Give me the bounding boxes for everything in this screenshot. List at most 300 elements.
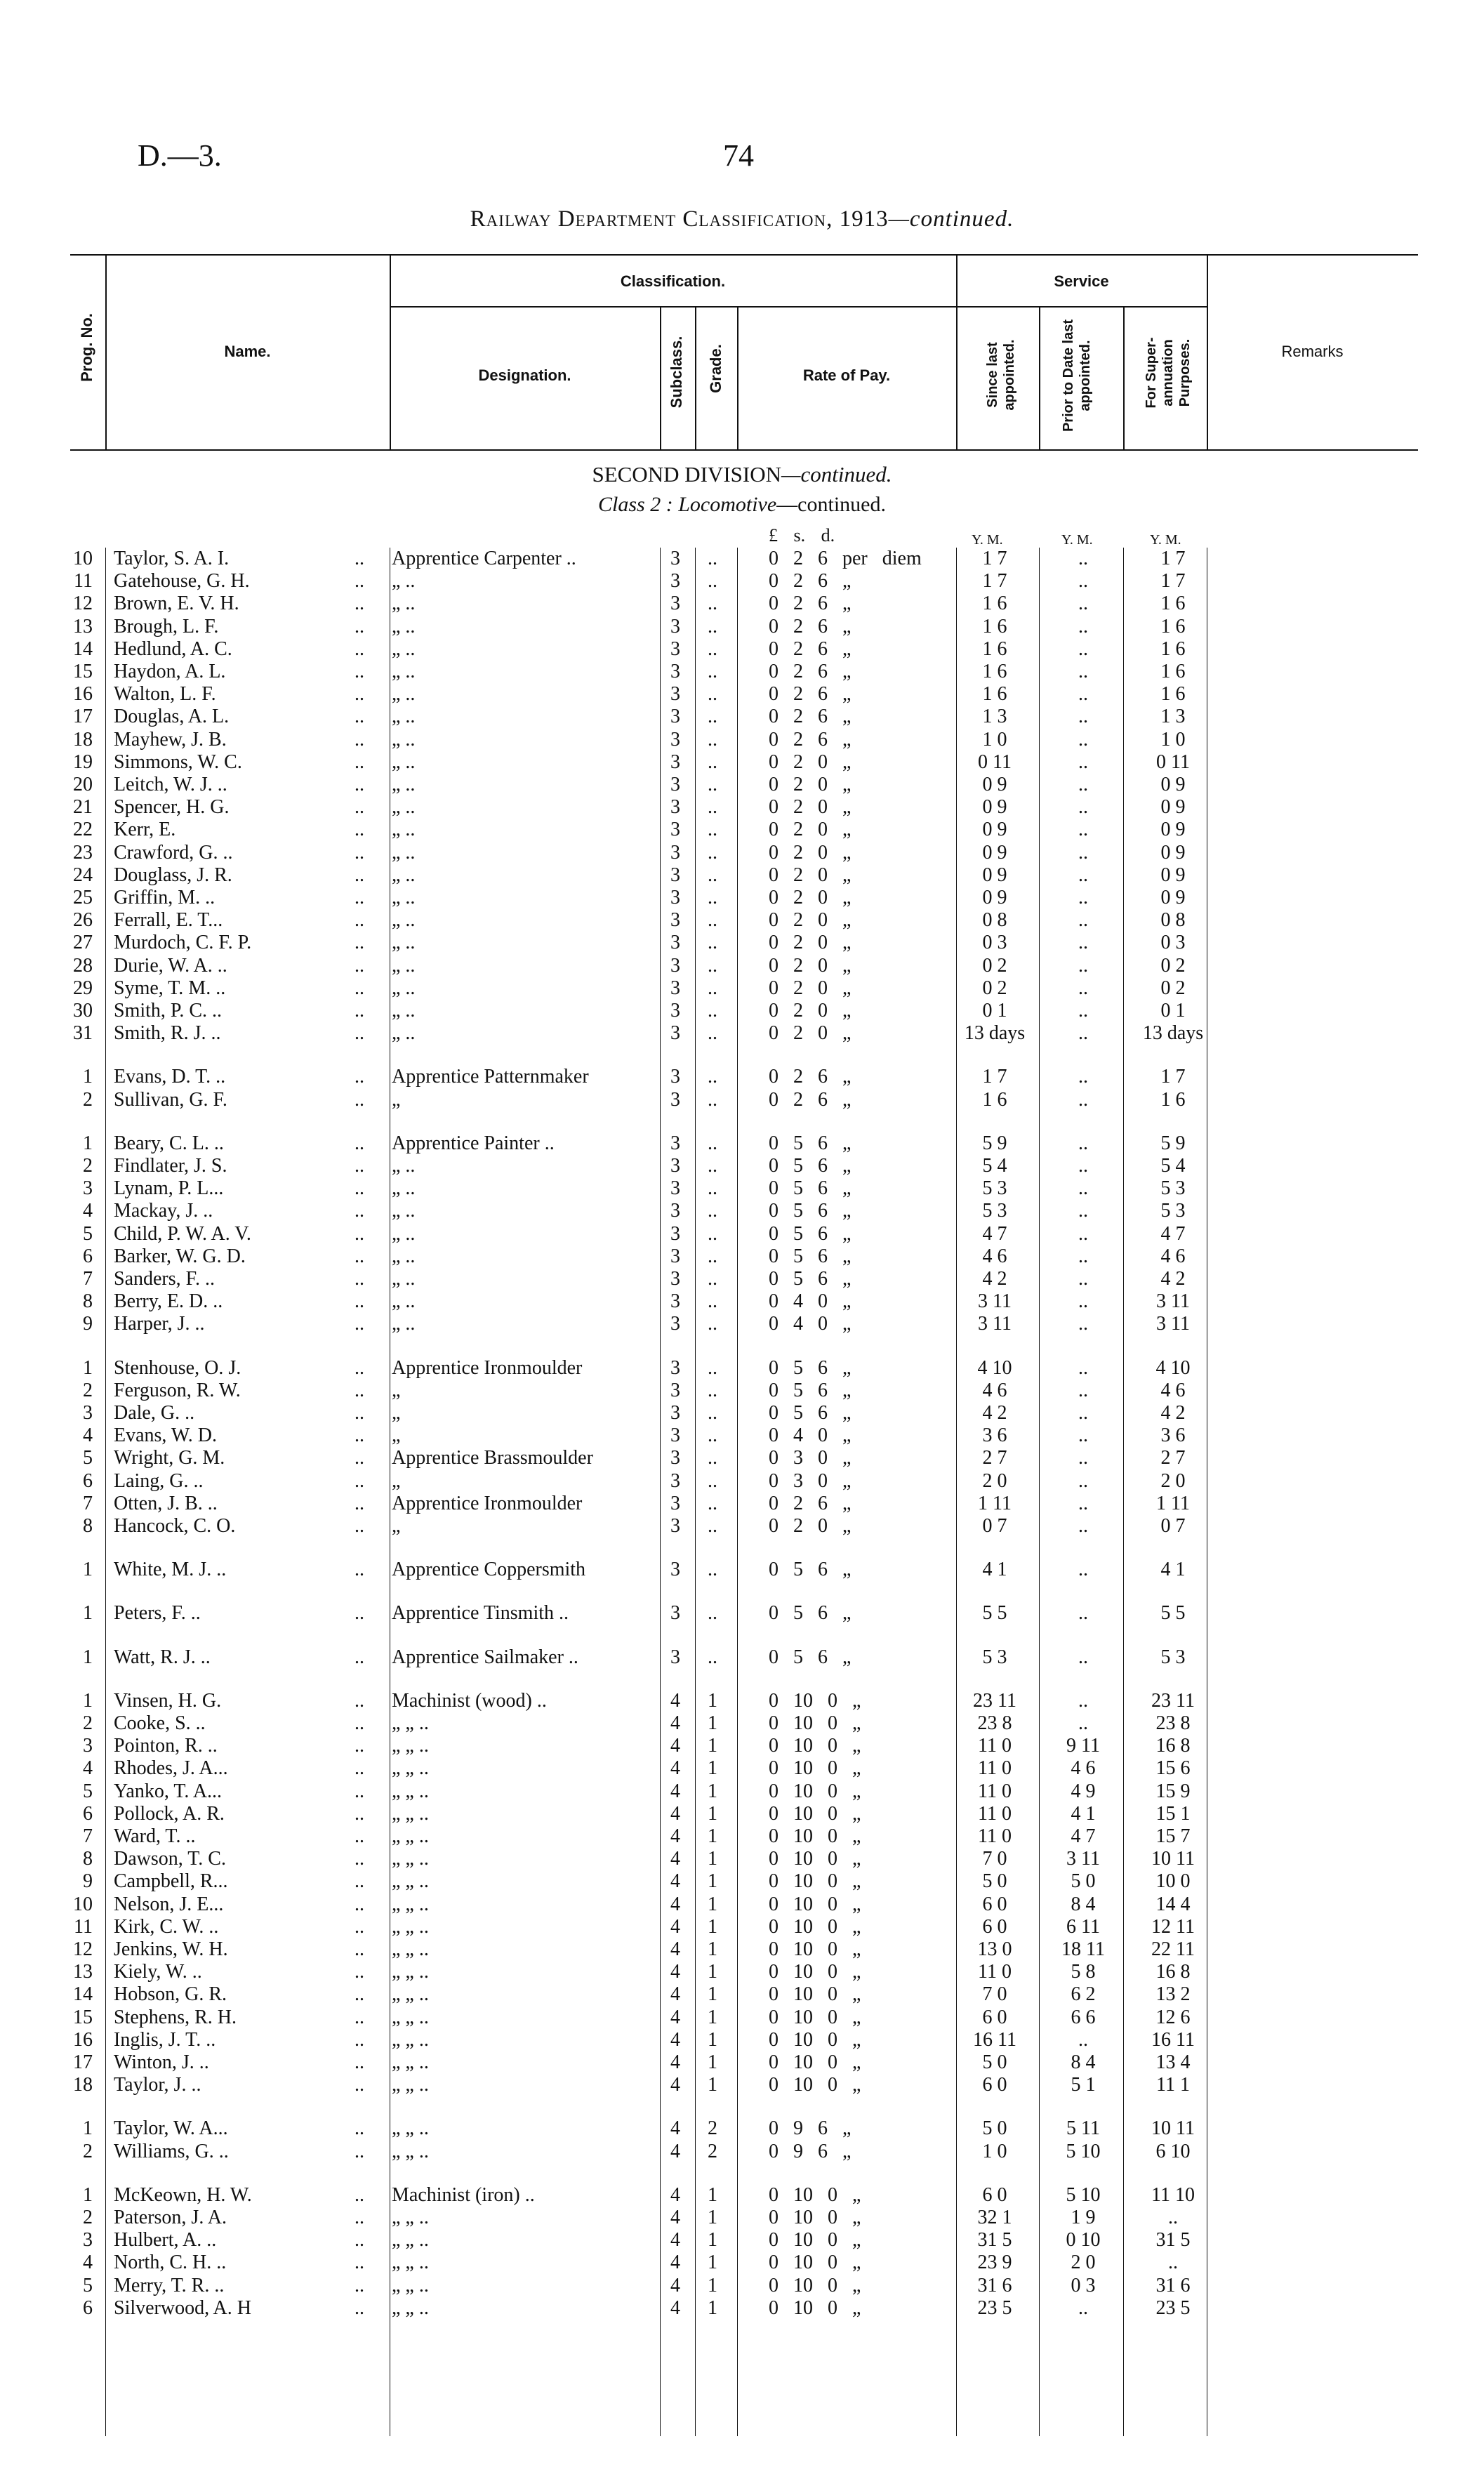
super-cell: 4 2 (1160, 1402, 1186, 1424)
since-last-cell: 5 0 (982, 2051, 1007, 2073)
prog-no-cell: 2 (83, 2140, 93, 2162)
table-row (0, 842, 1484, 864)
grade-cell: 1 (708, 1780, 717, 1802)
rate-of-pay-cell: 0 2 0 „ (769, 1022, 852, 1045)
prog-no-cell: 12 (73, 1938, 93, 1960)
grade-cell: .. (708, 1000, 717, 1022)
designation-cell: „ .. (392, 774, 416, 795)
subclass-cell: 4 (670, 1712, 680, 1734)
designation-cell: „ .. (392, 864, 416, 886)
designation-cell: „ „ .. (392, 1757, 429, 1780)
table-row (0, 1245, 1484, 1268)
designation-cell: „ .. (392, 593, 416, 615)
table-row (0, 2141, 1484, 2163)
name-cell: Lynam, P. L... (114, 1177, 224, 1200)
name-cell: Brown, E. V. H. (114, 593, 239, 615)
super-cell: 0 7 (1160, 1515, 1186, 1537)
designation-cell: „ „ .. (392, 2140, 429, 2162)
prior-to-date-cell: .. (1078, 1177, 1088, 1200)
rate-of-pay-cell: 0 10 0 „ (769, 1961, 861, 1983)
leader-dots: .. (355, 864, 364, 886)
subclass-cell: 4 (670, 1848, 680, 1870)
designation-cell: „ .. (392, 751, 416, 773)
rate-of-pay-cell: 0 2 0 „ (769, 751, 852, 773)
subclass-cell: 4 (670, 1893, 680, 1915)
designation-cell: Apprentice Tinsmith .. (392, 1602, 569, 1625)
since-last-cell: 1 7 (982, 548, 1007, 569)
prior-to-date-cell: 5 8 (1071, 1961, 1096, 1983)
subclass-cell: 4 (670, 1735, 680, 1757)
table-row (0, 1735, 1484, 1757)
prog-no-cell: 30 (73, 1000, 93, 1022)
leader-dots: .. (355, 593, 364, 615)
table-row (0, 616, 1484, 638)
rate-of-pay-cell: 0 10 0 „ (769, 1848, 861, 1870)
grade-cell: 1 (708, 1757, 717, 1780)
prog-no-cell: 16 (73, 683, 93, 706)
table-row (0, 864, 1484, 887)
super-cell: 0 11 (1156, 751, 1190, 773)
division-suffix: —continued. (781, 462, 892, 487)
name-cell: Evans, D. T. .. (114, 1066, 226, 1088)
subclass-cell: 3 (670, 1222, 680, 1245)
leader-dots: .. (355, 1757, 364, 1780)
since-last-cell: 0 11 (978, 751, 1012, 773)
designation-cell: „ (392, 1469, 401, 1492)
rate-of-pay-cell: 0 10 0 „ (769, 2051, 861, 2073)
super-cell: 15 6 (1155, 1757, 1191, 1780)
name-cell: Syme, T. M. .. (114, 977, 226, 999)
rate-of-pay-cell: 0 5 6 „ (769, 1559, 852, 1581)
prog-no-cell: 7 (83, 1492, 93, 1514)
prior-to-date-cell: .. (1078, 1222, 1088, 1245)
designation-cell: „ „ .. (392, 1938, 429, 1960)
grade-cell: 1 (708, 2252, 717, 2274)
name-cell: Hancock, C. O. (114, 1515, 236, 1537)
table-row (0, 751, 1484, 774)
subclass-cell: 3 (670, 1424, 680, 1447)
name-cell: Laing, G. .. (114, 1469, 204, 1492)
super-cell: 1 7 (1160, 570, 1186, 593)
designation-cell: „ „ .. (392, 1961, 429, 1983)
since-last-cell: 11 0 (978, 1825, 1012, 1847)
leader-dots: .. (355, 954, 364, 977)
super-cell: 10 11 (1151, 2117, 1195, 2140)
subclass-cell: 3 (670, 954, 680, 977)
table-row (0, 1268, 1484, 1290)
leader-dots: .. (355, 2183, 364, 2206)
super-cell: 4 2 (1160, 1268, 1186, 1290)
name-cell: Child, P. W. A. V. (114, 1222, 251, 1245)
prior-to-date-cell: .. (1078, 661, 1088, 682)
designation-cell: Apprentice Carpenter .. (392, 548, 576, 569)
class-label: Class 2 : (598, 493, 673, 516)
grade-cell: 1 (708, 1689, 717, 1712)
name-cell: Findlater, J. S. (114, 1155, 227, 1177)
table-row (0, 955, 1484, 977)
subclass-cell: 3 (670, 977, 680, 999)
table-row (0, 887, 1484, 909)
prog-no-cell: 5 (83, 1447, 93, 1469)
rate-of-pay-cell: 0 10 0 „ (769, 1870, 861, 1893)
grade-cell: .. (708, 1132, 717, 1154)
subclass-cell: 3 (670, 1088, 680, 1111)
super-cell: 2 0 (1160, 1469, 1186, 1492)
rate-of-pay-cell: 0 10 0 „ (769, 2207, 861, 2228)
designation-cell: „ .. (392, 796, 416, 819)
rate-of-pay-cell: 0 2 0 „ (769, 1000, 852, 1022)
subclass-cell: 3 (670, 774, 680, 795)
name-cell: Ward, T. .. (114, 1825, 196, 1847)
name-cell: Durie, W. A. .. (114, 954, 227, 977)
designation-cell: „ „ .. (392, 2006, 429, 2028)
rate-of-pay-cell: 0 2 6 „ (769, 1492, 852, 1514)
leader-dots: .. (355, 1735, 364, 1757)
designation-cell: „ .. (392, 932, 416, 954)
grade-cell: .. (708, 887, 717, 908)
name-cell: Harper, J. .. (114, 1313, 205, 1335)
prog-no-cell: 29 (73, 977, 93, 999)
super-cell: 3 11 (1156, 1290, 1190, 1313)
super-cell: 0 9 (1160, 887, 1186, 908)
prog-no-cell: 5 (83, 2274, 93, 2296)
subclass-cell: 4 (670, 2252, 680, 2274)
designation-cell: „ .. (392, 977, 416, 999)
subclass-cell: 3 (670, 1469, 680, 1492)
table-row (0, 1690, 1484, 1712)
subclass-cell: 3 (670, 1000, 680, 1022)
designation-cell: „ „ .. (392, 2296, 429, 2319)
prior-to-date-cell: .. (1078, 1559, 1088, 1581)
subclass-cell: 3 (670, 1602, 680, 1625)
leader-dots: .. (355, 1646, 364, 1668)
prior-to-date-cell: 8 4 (1071, 1893, 1096, 1915)
table-row (0, 593, 1484, 615)
leader-dots: .. (355, 1155, 364, 1177)
super-cell: .. (1168, 2207, 1178, 2228)
subclass-cell: 3 (670, 751, 680, 773)
prior-to-date-cell: 18 11 (1061, 1938, 1105, 1960)
leader-dots: .. (355, 1983, 364, 2006)
prior-to-date-cell: .. (1078, 1088, 1088, 1111)
rate-of-pay-cell: 0 10 0 „ (769, 1983, 861, 2006)
table-row (0, 1290, 1484, 1313)
super-cell: 1 11 (1156, 1492, 1190, 1514)
designation-cell: „ „ .. (392, 1735, 429, 1757)
header-for-super: For Super- annuation Purposes. (1144, 337, 1193, 409)
rate-of-pay-cell: 0 2 6 „ (769, 661, 852, 682)
grade-cell: .. (708, 1447, 717, 1469)
leader-dots: .. (355, 1222, 364, 1245)
designation-cell: „ .. (392, 1200, 416, 1222)
grade-cell: 1 (708, 2207, 717, 2228)
prog-no-cell: 17 (73, 2051, 93, 2073)
super-cell: 1 7 (1160, 1066, 1186, 1088)
grade-cell: .. (708, 1222, 717, 1245)
prog-no-cell: 23 (73, 841, 93, 864)
designation-cell: „ (392, 1088, 401, 1111)
grade-cell: 1 (708, 1961, 717, 1983)
name-cell: Taylor, W. A... (114, 2117, 228, 2140)
prior-to-date-cell: 5 0 (1071, 1870, 1096, 1893)
grade-cell: 1 (708, 2274, 717, 2296)
subclass-cell: 4 (670, 2051, 680, 2073)
since-last-cell: 0 2 (982, 954, 1007, 977)
grade-cell: .. (708, 841, 717, 864)
rate-of-pay-cell: 0 10 0 „ (769, 1712, 861, 1734)
table-header-bottom-rule (70, 449, 1418, 451)
since-last-cell: 1 6 (982, 593, 1007, 615)
since-last-cell: 4 6 (982, 1245, 1007, 1267)
table-row (0, 1848, 1484, 1870)
leader-dots: .. (355, 1200, 364, 1222)
since-last-cell: 0 2 (982, 977, 1007, 999)
name-cell: Kiely, W. .. (114, 1961, 202, 1983)
designation-cell: „ .. (392, 1022, 416, 1045)
rate-of-pay-cell: 0 5 6 „ (769, 1200, 852, 1222)
leader-dots: .. (355, 2140, 364, 2162)
prog-no-cell: 1 (83, 1066, 93, 1088)
name-cell: Kerr, E. (114, 819, 176, 841)
since-last-cell: 2 7 (982, 1447, 1007, 1469)
prior-to-date-cell: .. (1078, 548, 1088, 569)
super-cell: .. (1168, 2252, 1178, 2274)
prog-no-cell: 5 (83, 1222, 93, 1245)
table-row (0, 1066, 1484, 1088)
prog-no-cell: 4 (83, 1757, 93, 1780)
name-cell: Barker, W. G. D. (114, 1245, 246, 1267)
table-row (0, 1357, 1484, 1380)
super-cell: 0 3 (1160, 932, 1186, 954)
rate-of-pay-cell: 0 10 0 „ (769, 2028, 861, 2051)
leader-dots: .. (355, 1290, 364, 1313)
grade-cell: .. (708, 954, 717, 977)
designation-cell: „ .. (392, 1245, 416, 1267)
subclass-cell: 3 (670, 1313, 680, 1335)
leader-dots: .. (355, 1915, 364, 1938)
rate-of-pay-cell: 0 2 6 „ (769, 593, 852, 615)
super-cell: 4 6 (1160, 1245, 1186, 1267)
prog-no-cell: 18 (73, 2074, 93, 2096)
designation-cell: Apprentice Painter .. (392, 1132, 555, 1154)
super-cell: 16 11 (1151, 2028, 1195, 2051)
subclass-cell: 3 (670, 615, 680, 637)
designation-cell: „ „ .. (392, 1712, 429, 1734)
rate-of-pay-cell: 0 5 6 „ (769, 1356, 852, 1379)
super-cell: 22 11 (1151, 1938, 1195, 1960)
name-cell: Griffin, M. .. (114, 887, 216, 908)
since-last-cell: 0 9 (982, 887, 1007, 908)
super-cell: 4 6 (1160, 1379, 1186, 1401)
prior-to-date-cell: .. (1078, 615, 1088, 637)
grade-cell: .. (708, 570, 717, 593)
subclass-cell: 4 (670, 1802, 680, 1825)
ym-units-3: Y. M. (1150, 532, 1181, 548)
rate-of-pay-cell: 0 5 6 „ (769, 1268, 852, 1290)
grade-cell: .. (708, 1469, 717, 1492)
subclass-cell: 4 (670, 2074, 680, 2096)
table-row (0, 1132, 1484, 1155)
since-last-cell: 23 5 (977, 2296, 1012, 2319)
table-row (0, 1602, 1484, 1625)
designation-cell: „ .. (392, 887, 416, 908)
document-code: D.—3. (138, 138, 222, 173)
prior-to-date-cell: .. (1078, 1066, 1088, 1088)
prior-to-date-cell: .. (1078, 1245, 1088, 1267)
rate-of-pay-cell: 0 10 0 „ (769, 1915, 861, 1938)
super-cell: 0 9 (1160, 864, 1186, 886)
since-last-cell: 5 0 (982, 2117, 1007, 2140)
rate-of-pay-cell: 0 10 0 „ (769, 1780, 861, 1802)
grade-cell: .. (708, 1515, 717, 1537)
prog-no-cell: 7 (83, 1268, 93, 1290)
designation-cell: „ .. (392, 1313, 416, 1335)
since-last-cell: 0 7 (982, 1515, 1007, 1537)
leader-dots: .. (355, 774, 364, 795)
col-sep-svc2 (1123, 306, 1125, 449)
rate-of-pay-cell: 0 2 6 „ (769, 1066, 852, 1088)
prog-no-cell: 2 (83, 1155, 93, 1177)
prior-to-date-cell: 6 6 (1071, 2006, 1096, 2028)
designation-cell: „ .. (392, 954, 416, 977)
subclass-cell: 3 (670, 864, 680, 886)
designation-cell: „ „ .. (392, 1893, 429, 1915)
leader-dots: .. (355, 683, 364, 706)
table-row (0, 1493, 1484, 1515)
prog-no-cell: 10 (73, 1893, 93, 1915)
super-cell: 12 11 (1151, 1915, 1195, 1938)
subclass-cell: 3 (670, 819, 680, 841)
prior-to-date-cell: .. (1078, 593, 1088, 615)
prior-to-date-cell: .. (1078, 2028, 1088, 2051)
leader-dots: .. (355, 977, 364, 999)
prog-no-cell: 4 (83, 1424, 93, 1447)
rate-of-pay-cell: 0 2 6 „ (769, 706, 852, 728)
since-last-cell: 16 11 (973, 2028, 1016, 2051)
leader-dots: .. (355, 1802, 364, 1825)
prior-to-date-cell: 3 11 (1066, 1848, 1100, 1870)
since-last-cell: 1 7 (982, 570, 1007, 593)
prior-to-date-cell: .. (1078, 819, 1088, 841)
grade-cell: .. (708, 864, 717, 886)
name-cell: McKeown, H. W. (114, 2183, 252, 2206)
super-cell: 6 10 (1155, 2140, 1191, 2162)
rate-of-pay-cell: 0 2 0 „ (769, 841, 852, 864)
name-cell: Pollock, A. R. (114, 1802, 225, 1825)
prog-no-cell: 17 (73, 706, 93, 728)
table-row (0, 638, 1484, 661)
grade-cell: .. (708, 909, 717, 932)
leader-dots: .. (355, 1893, 364, 1915)
rate-of-pay-cell: 0 9 6 „ (769, 2117, 852, 2140)
rate-of-pay-cell: 0 9 6 „ (769, 2140, 852, 2162)
rate-of-pay-cell: 0 2 6 per diem (769, 548, 922, 569)
super-cell: 13 2 (1155, 1983, 1191, 2006)
super-cell: 1 6 (1160, 615, 1186, 637)
table-row (0, 2184, 1484, 2207)
designation-cell: „ .. (392, 1290, 416, 1313)
designation-cell: „ „ .. (392, 1915, 429, 1938)
leader-dots: .. (355, 1469, 364, 1492)
designation-cell: „ .. (392, 841, 416, 864)
prior-to-date-cell: 5 1 (1071, 2074, 1096, 2096)
prog-no-cell: 9 (83, 1313, 93, 1335)
subclass-cell: 4 (670, 2140, 680, 2162)
prog-no-cell: 22 (73, 819, 93, 841)
prior-to-date-cell: .. (1078, 728, 1088, 751)
subclass-cell: 3 (670, 706, 680, 728)
rate-of-pay-cell: 0 3 0 „ (769, 1469, 852, 1492)
leader-dots: .. (355, 1379, 364, 1401)
designation-cell: „ „ .. (392, 2229, 429, 2252)
since-last-cell: 4 10 (977, 1356, 1012, 1379)
leader-dots: .. (355, 1022, 364, 1045)
since-last-cell: 0 8 (982, 909, 1007, 932)
super-cell: 15 7 (1155, 1825, 1191, 1847)
designation-cell: „ „ .. (392, 2074, 429, 2096)
super-cell: 14 4 (1155, 1893, 1191, 1915)
prog-no-cell: 11 (74, 1915, 93, 1938)
subclass-cell: 4 (670, 2296, 680, 2319)
name-cell: North, C. H. .. (114, 2252, 227, 2274)
super-cell: 13 days (1142, 1022, 1204, 1045)
prog-no-cell: 2 (83, 1379, 93, 1401)
table-row (0, 909, 1484, 932)
name-cell: Merry, T. R. .. (114, 2274, 225, 2296)
name-cell: Jenkins, W. H. (114, 1938, 228, 1960)
grade-cell: .. (708, 774, 717, 795)
table-row (0, 2029, 1484, 2051)
name-cell: Leitch, W. J. .. (114, 774, 227, 795)
prog-no-cell: 15 (73, 661, 93, 682)
super-cell: 5 5 (1160, 1602, 1186, 1625)
name-cell: Peters, F. .. (114, 1602, 201, 1625)
subclass-cell: 4 (670, 1870, 680, 1893)
subclass-cell: 3 (670, 593, 680, 615)
prior-to-date-cell: .. (1078, 1200, 1088, 1222)
since-last-cell: 1 6 (982, 661, 1007, 682)
prior-to-date-cell: .. (1078, 1447, 1088, 1469)
table-row (0, 2275, 1484, 2297)
grade-cell: .. (708, 1602, 717, 1625)
table-row (0, 729, 1484, 751)
super-cell: 4 1 (1160, 1559, 1186, 1581)
rate-of-pay-cell: 0 10 0 „ (769, 2252, 861, 2274)
rate-of-pay-cell: 0 5 6 „ (769, 1245, 852, 1267)
header-classification: Classification. (620, 272, 726, 290)
designation-cell: „ .. (392, 1222, 416, 1245)
name-cell: Murdoch, C. F. P. (114, 932, 252, 954)
subclass-cell: 3 (670, 1447, 680, 1469)
prior-to-date-cell: .. (1078, 1515, 1088, 1537)
rate-of-pay-cell: 0 10 0 „ (769, 1757, 861, 1780)
since-last-cell: 13 days (964, 1022, 1026, 1045)
prior-to-date-cell: .. (1078, 1379, 1088, 1401)
leader-dots: .. (355, 1515, 364, 1537)
super-cell: 5 3 (1160, 1177, 1186, 1200)
prior-to-date-cell: .. (1078, 706, 1088, 728)
prior-to-date-cell: 6 11 (1066, 1915, 1100, 1938)
subclass-cell: 3 (670, 841, 680, 864)
rate-of-pay-cell: 0 10 0 „ (769, 2183, 861, 2206)
grade-cell: .. (708, 548, 717, 569)
leader-dots: .. (355, 1447, 364, 1469)
subclass-cell: 3 (670, 1402, 680, 1424)
since-last-cell: 7 0 (982, 1848, 1007, 1870)
name-cell: Taylor, S. A. I. (114, 548, 230, 569)
leader-dots: .. (355, 2296, 364, 2319)
super-cell: 4 7 (1160, 1222, 1186, 1245)
